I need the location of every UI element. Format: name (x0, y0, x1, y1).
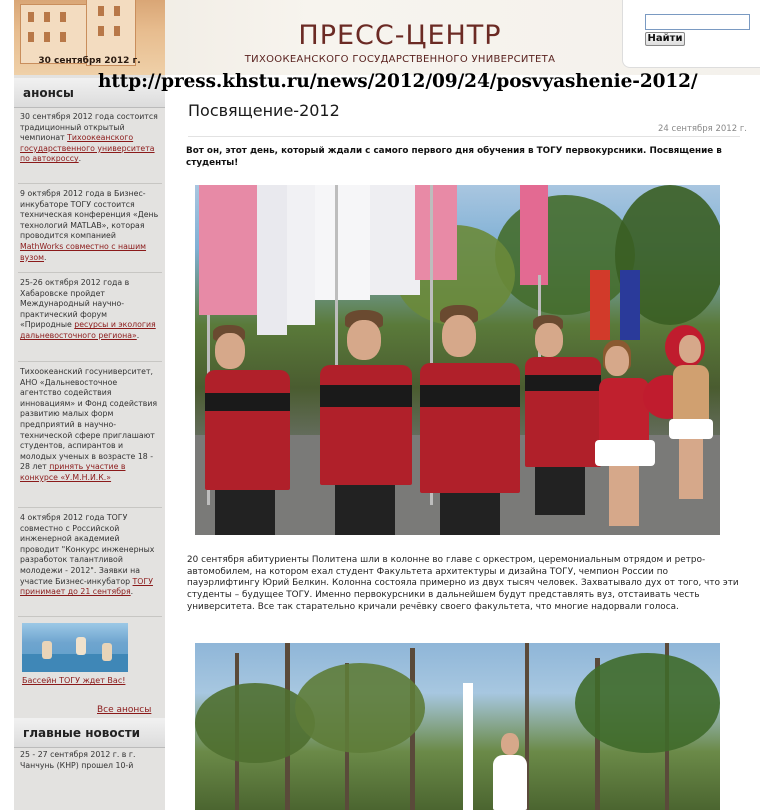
student (315, 310, 415, 535)
announcement-tail: . (130, 587, 134, 597)
announcement-tail: . (44, 252, 47, 262)
building-window (60, 32, 66, 42)
announcement-tail: . (136, 330, 140, 340)
header-date: 30 сентября 2012 г. (38, 56, 141, 66)
building-window (60, 12, 66, 22)
flag (463, 683, 473, 810)
flag (199, 185, 257, 315)
tree (495, 195, 635, 315)
building-window (98, 6, 104, 16)
announcement-text: 30 сентября 2012 года состоится традиционный открытый чемпионат (20, 112, 158, 143)
building-window (98, 26, 104, 36)
announcement-text: 4 октября 2012 года ТОГУ совместно с Российской инженерной академией проводит "Конкурс инженерных разработок талантливой молодежи - 2012". Заявки на участие Бизнес-инкубатор (20, 513, 155, 586)
announcement-tail: . (78, 154, 82, 164)
announcement-link[interactable]: ТОГУ принимает до 21 сентября (20, 576, 153, 597)
pool-water (22, 654, 128, 672)
divider (18, 616, 162, 617)
flag (370, 185, 420, 295)
announcement-item (20, 367, 160, 484)
pool-banner-image[interactable] (22, 623, 128, 672)
news-item: 25 - 27 сентября 2012 г. в г. Чанчунь (КНР) прошел 10-й (20, 750, 136, 770)
pool-figure (102, 643, 112, 661)
tree (575, 653, 720, 753)
divider (18, 272, 162, 273)
divider (18, 183, 162, 184)
announcement-link[interactable]: Тихоокеанского государственного университета по автокроссу (20, 133, 155, 164)
page-url-overlay: http://press.khstu.ru/news/2012/09/24/posvyashenie-2012/ (98, 71, 698, 92)
flag (415, 185, 457, 280)
pool-figure (42, 641, 52, 659)
building-window (44, 32, 50, 42)
flag (520, 185, 548, 285)
building-window (44, 12, 50, 22)
news-heading-label: главные новости (23, 726, 141, 740)
announcement-text: 9 октября 2012 года в Бизнес-инкубаторе ТОГУ состоится техническая конференция «День технологий MATLAB», которая проводится компанией (20, 189, 159, 241)
flag (287, 185, 315, 325)
building-window (114, 26, 120, 36)
flag (620, 270, 640, 340)
announcement-item (20, 112, 160, 165)
announcement-link[interactable]: принять участие в конкурсе «У.М.Н.И.К.» (20, 462, 126, 482)
article-title: Посвящение-2012 (188, 101, 340, 120)
announcement-text: Тихоокеанский госуниверситет, АНО «Дальневосточное агентство содействия инновациям» и Фонд содействия развитию малых форм предприятий в научно-технической сфере приглашают студентов, аспирантов и молодых ученых в возрасте 18 - 28 лет (20, 367, 158, 472)
pool-banner-link[interactable]: Бассейн ТОГУ ждет Вас! (22, 676, 126, 685)
article-photo-trees (195, 643, 720, 810)
news-heading (14, 718, 165, 748)
flag (257, 185, 287, 335)
building-window (28, 32, 34, 42)
divider (188, 136, 740, 137)
student (420, 305, 525, 535)
announcement-item (20, 513, 160, 598)
student (525, 315, 605, 515)
cheerleader (595, 340, 665, 535)
divider (18, 507, 162, 508)
building-window (28, 12, 34, 22)
flag (315, 185, 370, 300)
student (205, 325, 295, 535)
search-panel (622, 0, 760, 68)
article-date: 24 сентября 2012 г. (658, 124, 747, 134)
building-window (114, 6, 120, 16)
search-button[interactable]: Найти (645, 32, 685, 46)
announcement-item (20, 189, 160, 263)
cheerleader (665, 335, 720, 505)
announcement-item (20, 278, 160, 342)
site-subtitle: ТИХООКЕАНСКОГО ГОСУДАРСТВЕННОГО УНИВЕРСИТЕТА (244, 54, 556, 65)
announcement-link[interactable]: ресурсы и экология дальневосточного региона» (20, 320, 156, 340)
article-body: 20 сентября абитуриенты Политена шли в колонне во главе с оркестром, церемониальным отрядом и ретро-автомобилем, на котором ехал студент Факультета архитектуры и дизайна ТОГУ, чемпион России по пауэрлифтингу Юрий Белкин. Колонна состояла примерно из двух тысяч человек. Захватывало дух от того, что эти студенты – будущее ТОГУ. Именно первокурсники в дальнейшем будут представлять вуз, отстаивать честь университета. Все так старательно кричали речёвку своего факультета, что многие надорвали голоса. (187, 555, 739, 612)
pool-figure (76, 637, 86, 655)
search-input[interactable] (645, 14, 750, 30)
article-lead: Вот он, этот день, который ждали с самого первого дня обучения в ТОГУ первокурсники. Посвящение в студенты! (186, 146, 722, 168)
announcement-text: 25-26 октября 2012 года в Хабаровске пройдет Международный научно-практический форум «Природные (20, 278, 130, 330)
person (491, 733, 531, 810)
announcements-heading-label: анонсы (23, 86, 74, 100)
article-photo-procession (195, 185, 720, 535)
site-title[interactable]: ПРЕСС-ЦЕНТР (298, 20, 502, 51)
announcement-link[interactable]: MathWorks совместно с нашим вузом (20, 241, 147, 262)
tree (295, 663, 425, 753)
divider (18, 361, 162, 362)
all-announcements-link[interactable]: Все анонсы (97, 705, 152, 715)
